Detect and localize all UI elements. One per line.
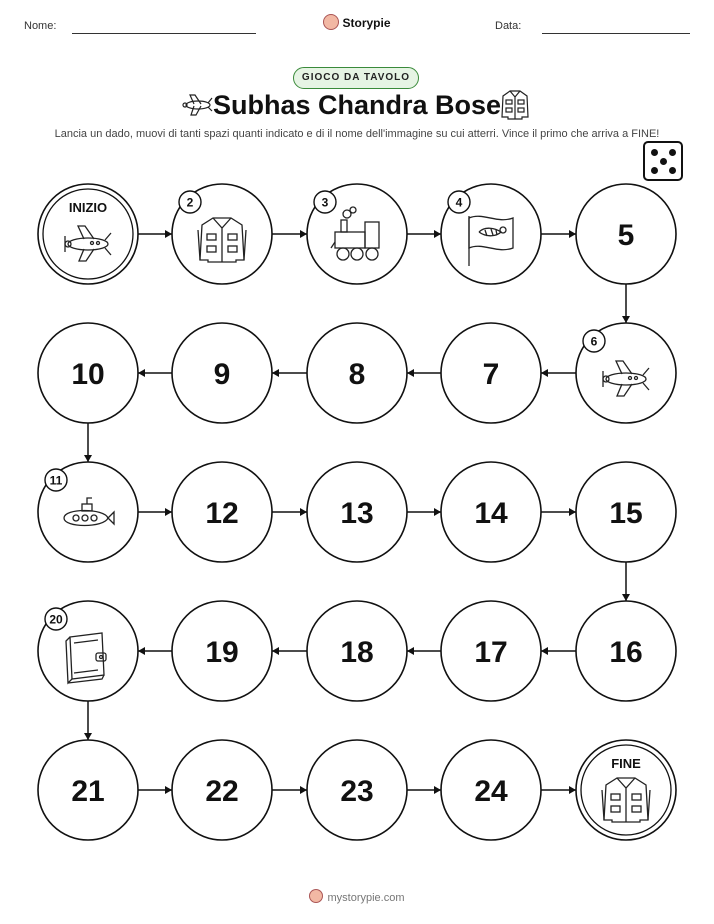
path-arrow — [138, 508, 172, 516]
svg-text:20: 20 — [49, 612, 63, 627]
space-number-badge — [45, 608, 67, 630]
date-label: Data: — [495, 20, 522, 32]
board-space — [576, 184, 676, 284]
path-arrow — [541, 647, 576, 655]
path-arrow — [272, 786, 307, 794]
space-number: 17 — [474, 636, 508, 669]
space-number-badge — [45, 469, 67, 491]
footer — [0, 889, 714, 904]
path-arrow — [138, 647, 172, 655]
board-space — [172, 323, 272, 423]
path-arrow — [138, 786, 172, 794]
board-space — [576, 323, 676, 423]
space-number: 18 — [340, 636, 374, 669]
path-arrow — [272, 647, 307, 655]
svg-text:2: 2 — [186, 195, 194, 210]
space-number: 23 — [340, 775, 374, 808]
space-number: 14 — [474, 497, 508, 530]
brand-name: Storypie — [342, 16, 391, 30]
space-number: 8 — [348, 358, 366, 391]
space-number: 22 — [205, 775, 239, 808]
board-space — [172, 740, 272, 840]
path-arrow — [541, 508, 576, 516]
board-space — [441, 323, 541, 423]
path-arrow — [407, 786, 441, 794]
space-number: 5 — [617, 219, 635, 252]
svg-text:3: 3 — [321, 195, 329, 210]
board-space — [307, 601, 407, 701]
path-arrow — [407, 230, 441, 238]
path-arrow — [407, 647, 441, 655]
board-space — [38, 740, 138, 840]
path-arrow — [407, 369, 441, 377]
space-number: 12 — [205, 497, 239, 530]
board-space — [172, 601, 272, 701]
path-arrow — [407, 508, 441, 516]
path-arrow — [84, 701, 92, 740]
board-space — [307, 462, 407, 562]
space-number: 24 — [474, 775, 508, 808]
space-number: 19 — [205, 636, 239, 669]
category-tag: GIOCO DA TAVOLO — [293, 67, 419, 89]
svg-text:6: 6 — [590, 334, 598, 349]
space-number: 21 — [71, 775, 105, 808]
space-number-badge — [583, 330, 605, 352]
footer-url: mystorypie.com — [327, 892, 405, 904]
start-space — [38, 184, 138, 284]
board-space — [441, 184, 541, 284]
board-space — [307, 323, 407, 423]
finish-space — [576, 740, 676, 840]
board-space — [441, 601, 541, 701]
board-space — [307, 740, 407, 840]
space-number-badge — [314, 191, 336, 213]
path-arrow — [138, 230, 172, 238]
board-space — [441, 462, 541, 562]
name-label: Nome: — [24, 20, 57, 32]
board-space — [38, 601, 138, 701]
space-label: INIZIO — [68, 200, 108, 215]
path-arrow — [622, 562, 630, 601]
board-space — [172, 462, 272, 562]
path-arrow — [541, 369, 576, 377]
board-space — [172, 184, 272, 284]
board-space — [307, 184, 407, 284]
svg-text:11: 11 — [49, 473, 63, 488]
space-number: 13 — [340, 497, 374, 530]
path-arrow — [138, 369, 172, 377]
space-number-badge — [179, 191, 201, 213]
space-number: 7 — [482, 358, 500, 391]
board-space — [38, 323, 138, 423]
instructions: Lancia un dado, muovi di tanti spazi quanti indicato e di il nome dell'immagine su cui atterri. Vince il primo che arriva a FINE! — [54, 128, 660, 140]
board-space — [576, 462, 676, 562]
board-space — [38, 462, 138, 562]
space-number: 9 — [213, 358, 231, 391]
storypie-logo-icon — [309, 889, 323, 903]
space-number-badge — [448, 191, 470, 213]
space-number: 10 — [71, 358, 105, 391]
path-arrow — [622, 284, 630, 323]
board-space — [441, 740, 541, 840]
path-arrow — [541, 786, 576, 794]
space-number: 15 — [609, 497, 643, 530]
path-arrow — [84, 423, 92, 462]
svg-text:4: 4 — [455, 195, 463, 210]
space-number: 16 — [609, 636, 643, 669]
space-label: FINE — [611, 756, 641, 771]
path-arrow — [541, 230, 576, 238]
board-space — [576, 601, 676, 701]
path-arrow — [272, 508, 307, 516]
path-arrow — [272, 230, 307, 238]
page-title: Subhas Chandra Bose — [212, 90, 502, 120]
path-arrow — [272, 369, 307, 377]
